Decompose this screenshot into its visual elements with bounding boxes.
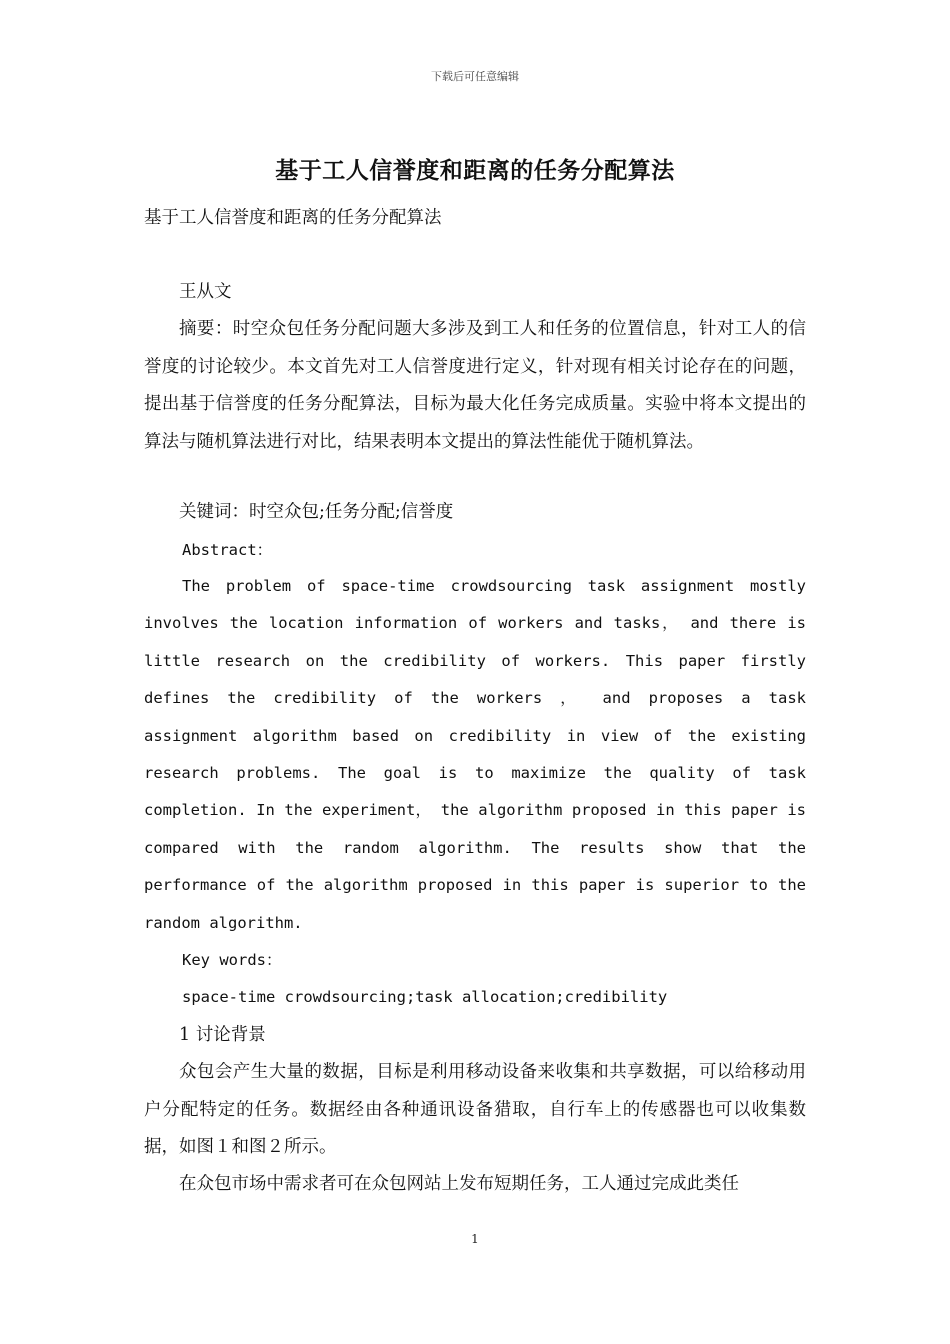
author-name: 王从文 (179, 282, 232, 302)
keywords-english: space-time crowdsourcing;task allocation;credibility (182, 988, 668, 1006)
document-title: 基于工人信誉度和距离的任务分配算法 (275, 158, 675, 184)
keywords-english-label: Key words： (182, 951, 282, 969)
section-paragraph-2: 在众包市场中需求者可在众包网站上发布短期任务，工人通过完成此类任 (179, 1174, 739, 1194)
section-title: 1 讨论背景 (179, 1025, 266, 1045)
section-paragraph-1: 众包会产生大量的数据，目标是利用移动设备来收集和共享数据，可以给移动用户分配特定的任务。数据经由各种通讯设备猎取，自行车上的传感器也可以收集数据，如图１和图２所示。 (144, 1062, 806, 1157)
page-number: 1 (471, 1232, 479, 1246)
keywords-chinese: 关键词：时空众包;任务分配;信誉度 (179, 502, 454, 522)
abstract-english: The problem of space-time crowdsourcing task assignment mostly involves the location information of workers and tasks， and there is little research on the credibility of workers. This paper firstly defines the credibility of the workers ， and proposes a task assignment algorithm based on credibility in view of the existing research problems. The goal is to maximize the quality of task completion. In the experiment， the algorithm proposed in this paper is compared with the random algorithm. The results show that the performance of the algorithm proposed in this paper is superior to the random algorithm. (144, 577, 806, 932)
header-note: 下载后可任意编辑 (431, 70, 519, 83)
abstract-label: Abstract： (182, 541, 273, 559)
abstract-chinese: 摘要：时空众包任务分配问题大多涉及到工人和任务的位置信息，针对工人的信誉度的讨论较少。本文首先对工人信誉度进行定义，针对现有相关讨论存在的问题，提出基于信誉度的任务分配算法，目标为最大化任务完成质量。实验中将本文提出的算法与随机算法进行对比，结果表明本文提出的算法性能优于随机算法。 (144, 319, 806, 452)
document-subtitle: 基于工人信誉度和距离的任务分配算法 (144, 208, 442, 228)
